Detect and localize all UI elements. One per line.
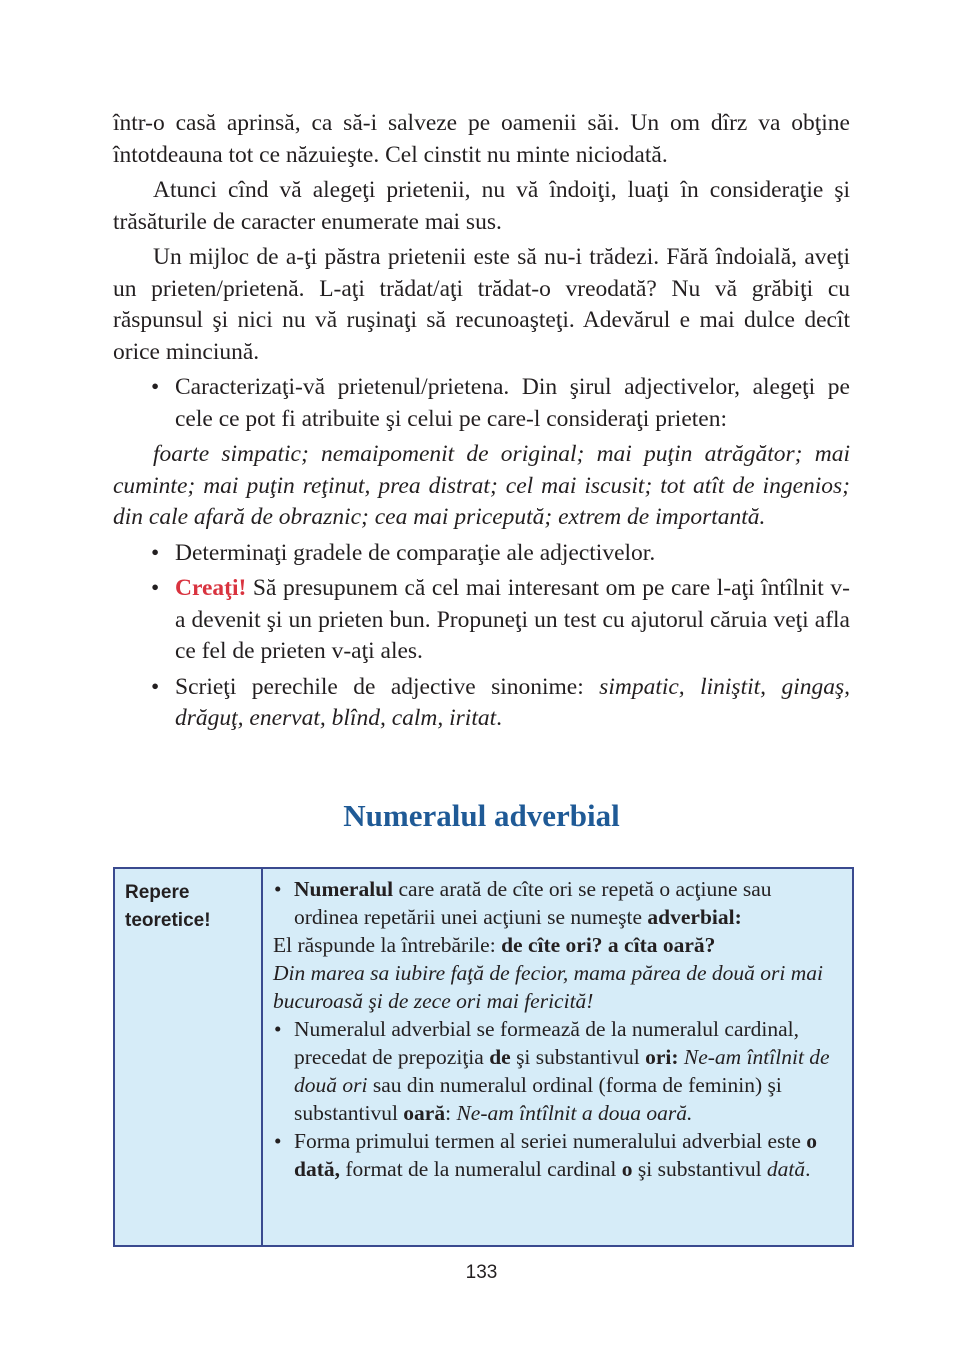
bullet-icon: •: [274, 877, 282, 901]
questions-text: El răspunde la întrebările:: [273, 933, 502, 957]
bullet-icon: •: [151, 575, 160, 601]
task-characterize-text: Caracterizaţi-vă prietenul/prietena. Din şirul adjectivelor, alegeţi pe cele ce pot fi atribuite şi celui pe care-l consideraţi prieten:: [175, 374, 850, 432]
theory-text: sau din numeralul ordinal (forma de feminin) şi substantivul: [294, 1073, 782, 1125]
bullet-icon: •: [274, 1017, 282, 1041]
theory-text: Numeralul adverbial se formează de la numeralul cardinal, precedat de prepoziţia: [294, 1017, 800, 1069]
term-oara: oară: [403, 1101, 446, 1125]
task-synonyms: [113, 672, 850, 735]
theory-label: Repere teoretice!: [115, 869, 263, 1245]
theory-text: .: [805, 1157, 811, 1181]
task-synonyms-end: .: [496, 705, 503, 731]
theory-questions: [273, 931, 840, 959]
term-data: dată: [766, 1157, 806, 1181]
adjective-list: foarte simpatic; nemaipomenit de original; mai puţin atrăgător; mai cuminte; mai puţin reţinut, prea distrat; cel mai iscusit; tot atît de ingenios; din cale afară de obraznic; cea mai pricepută; extrem de importantă.: [113, 441, 850, 530]
questions-bold: de cîte ori? a cîta oară?: [501, 933, 716, 957]
example-text: Ne-am întîlnit de două ori: [294, 1045, 830, 1097]
task-list-2: [113, 538, 850, 735]
task-create: [113, 573, 850, 668]
task-determine-text: Determinaţi gradele de comparaţie ale adjectivelor.: [175, 539, 656, 566]
theory-text: format de la numeralul cardinal: [340, 1157, 622, 1181]
term-adverbial: adverbial:: [647, 905, 742, 929]
term-o-data: o dată,: [294, 1129, 818, 1181]
theory-box: [113, 867, 854, 1247]
main-text: [113, 108, 850, 739]
theory-content: [263, 869, 852, 1245]
bullet-icon: •: [151, 539, 160, 566]
term-ori: ori:: [645, 1045, 679, 1069]
paragraph-3: Un mijloc de a-ţi păstra prietenii este să nu-i trădezi. Fără îndoială, aveţi un prieten/prietenă. L-aţi trădat/aţi trădat-o vreodată? Nu vă grăbiţi cu răspunsul şi nici nu vă ruşinaţi să recunoaşteţi. Adevărul e mai dulce decît orice minciună.: [113, 244, 850, 365]
bullet-icon: •: [274, 1129, 282, 1153]
term-de: de: [489, 1045, 511, 1069]
task-synonyms-words: simpatic, liniştit, gingaş, drăguţ, enervat, blînd, calm, iritat: [175, 673, 850, 731]
term-o: o: [621, 1157, 633, 1181]
theory-text: care arată de cîte ori se repetă o acţiune sau ordinea repetării unei acţiuni se numeşte: [294, 877, 772, 929]
theory-text: :: [445, 1101, 457, 1125]
theory-text: şi substantivul: [632, 1157, 767, 1181]
task-list-1: [113, 372, 850, 435]
task-determine: [113, 538, 850, 570]
task-synonyms-text: Scrieţi perechile de adjective sinonime:: [175, 673, 600, 700]
theory-text: şi substantivul: [510, 1045, 646, 1069]
term-numeral: Numeralul: [294, 877, 394, 901]
theory-text: Forma primului termen al seriei numeralului adverbial este: [294, 1129, 807, 1153]
theory-bullet-1: [273, 875, 840, 931]
bullet-icon: •: [151, 673, 160, 700]
paragraph-1: într-o casă aprinsă, ca să-i salveze pe oamenii săi. Un om dîrz va obţine întotdeauna tot ce năzuieşte. Cel cinstit nu minte niciodată.: [113, 110, 850, 168]
paragraph-2: Atunci cînd vă alegeţi prietenii, nu vă îndoiţi, luaţi în consideraţie şi trăsăturile de caracter enumerate mai sus.: [113, 177, 850, 235]
bullet-icon: •: [151, 374, 160, 400]
theory-bullet-2: [273, 1015, 840, 1127]
theory-example: Din marea sa iubire faţă de fecior, mama părea de două ori mai bucuroasă şi de zece ori mai fericită!: [273, 961, 823, 1013]
theory-bullet-3: [273, 1127, 840, 1183]
create-label: Creaţi!: [175, 575, 247, 601]
page-number: 133: [465, 1262, 498, 1283]
section-heading: Numeralul adverbial: [343, 798, 620, 833]
task-create-text: Să presupunem că cel mai interesant om pe care l-aţi întîlnit v-a devenit şi un prieten bun. Propuneţi un test cu ajutorul căruia veţi afla ce fel de prieten v-aţi ales.: [175, 575, 850, 664]
task-characterize: [113, 372, 850, 435]
example-text: Ne-am întîlnit a doua oară.: [456, 1101, 693, 1125]
